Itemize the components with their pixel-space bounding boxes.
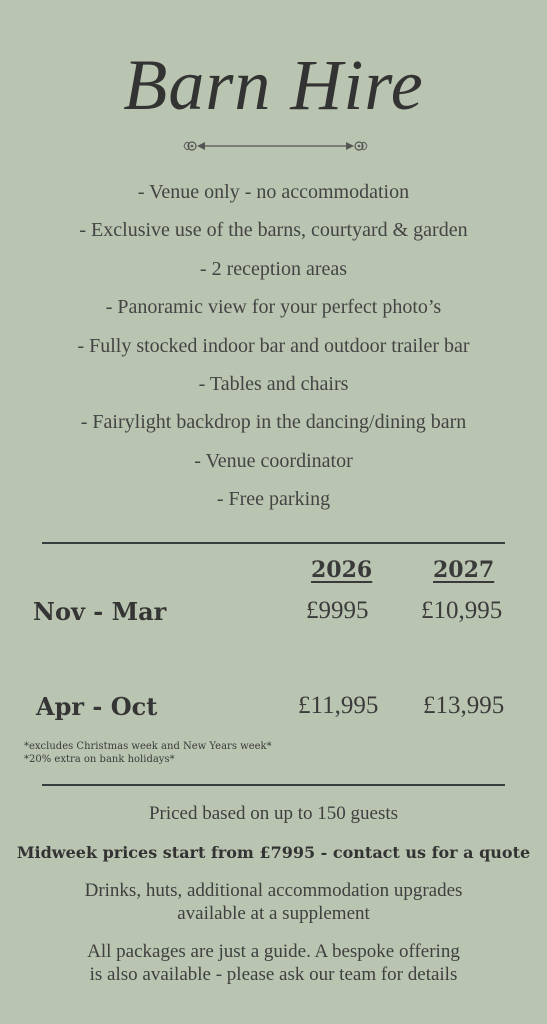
- feature-item: - Venue only - no accommodation: [137, 181, 410, 203]
- supplement-text: Drinks, huts, additional accommodation upgrades: [84, 880, 463, 901]
- feature-item: - Tables and chairs: [198, 372, 349, 395]
- price-nov-mar-2026: £9995: [306, 597, 369, 624]
- feature-item: - Venue coordinator: [194, 449, 353, 472]
- guest-capacity-text: Priced based on up to 150 guests: [148, 803, 399, 824]
- pricing-note: *20% extra on bank holidays*: [24, 754, 175, 765]
- price-apr-oct-2027: £13,995: [423, 692, 505, 719]
- divider-ornament: [183, 138, 368, 154]
- feature-item: - 2 reception areas: [199, 257, 348, 280]
- price-nov-mar-2027: £10,995: [421, 597, 503, 624]
- feature-list: [0, 176, 547, 522]
- feature-item: - Exclusive use of the barns, courtyard & garden: [79, 219, 468, 242]
- divider-top: [42, 542, 505, 544]
- pricing-note: *excludes Christmas week and New Years week*: [24, 741, 272, 752]
- feature-item: - Fairylight backdrop in the dancing/dining barn: [80, 411, 467, 434]
- feature-item: - Panoramic view for your perfect photo’s: [105, 296, 442, 319]
- divider-bottom: [42, 784, 505, 786]
- feature-item: - Fully stocked indoor bar and outdoor trailer bar: [77, 334, 470, 357]
- season-nov-mar: Nov - Mar: [33, 597, 167, 626]
- bespoke-text: is also available - please ask our team for details: [89, 964, 458, 985]
- price-apr-oct-2026: £11,995: [298, 692, 379, 719]
- season-apr-oct: Apr - Oct: [36, 692, 158, 721]
- feature-item: - Free parking: [216, 488, 331, 511]
- year-header-2026: 2026: [311, 557, 373, 583]
- bespoke-text: All packages are just a guide. A bespoke offering: [87, 941, 460, 962]
- midweek-price-text: Midweek prices start from £7995 - contact us for a quote: [16, 843, 531, 862]
- page-title: Barn Hire: [123, 45, 424, 125]
- year-header-2027: 2027: [433, 557, 495, 583]
- supplement-text: available at a supplement: [177, 903, 370, 924]
